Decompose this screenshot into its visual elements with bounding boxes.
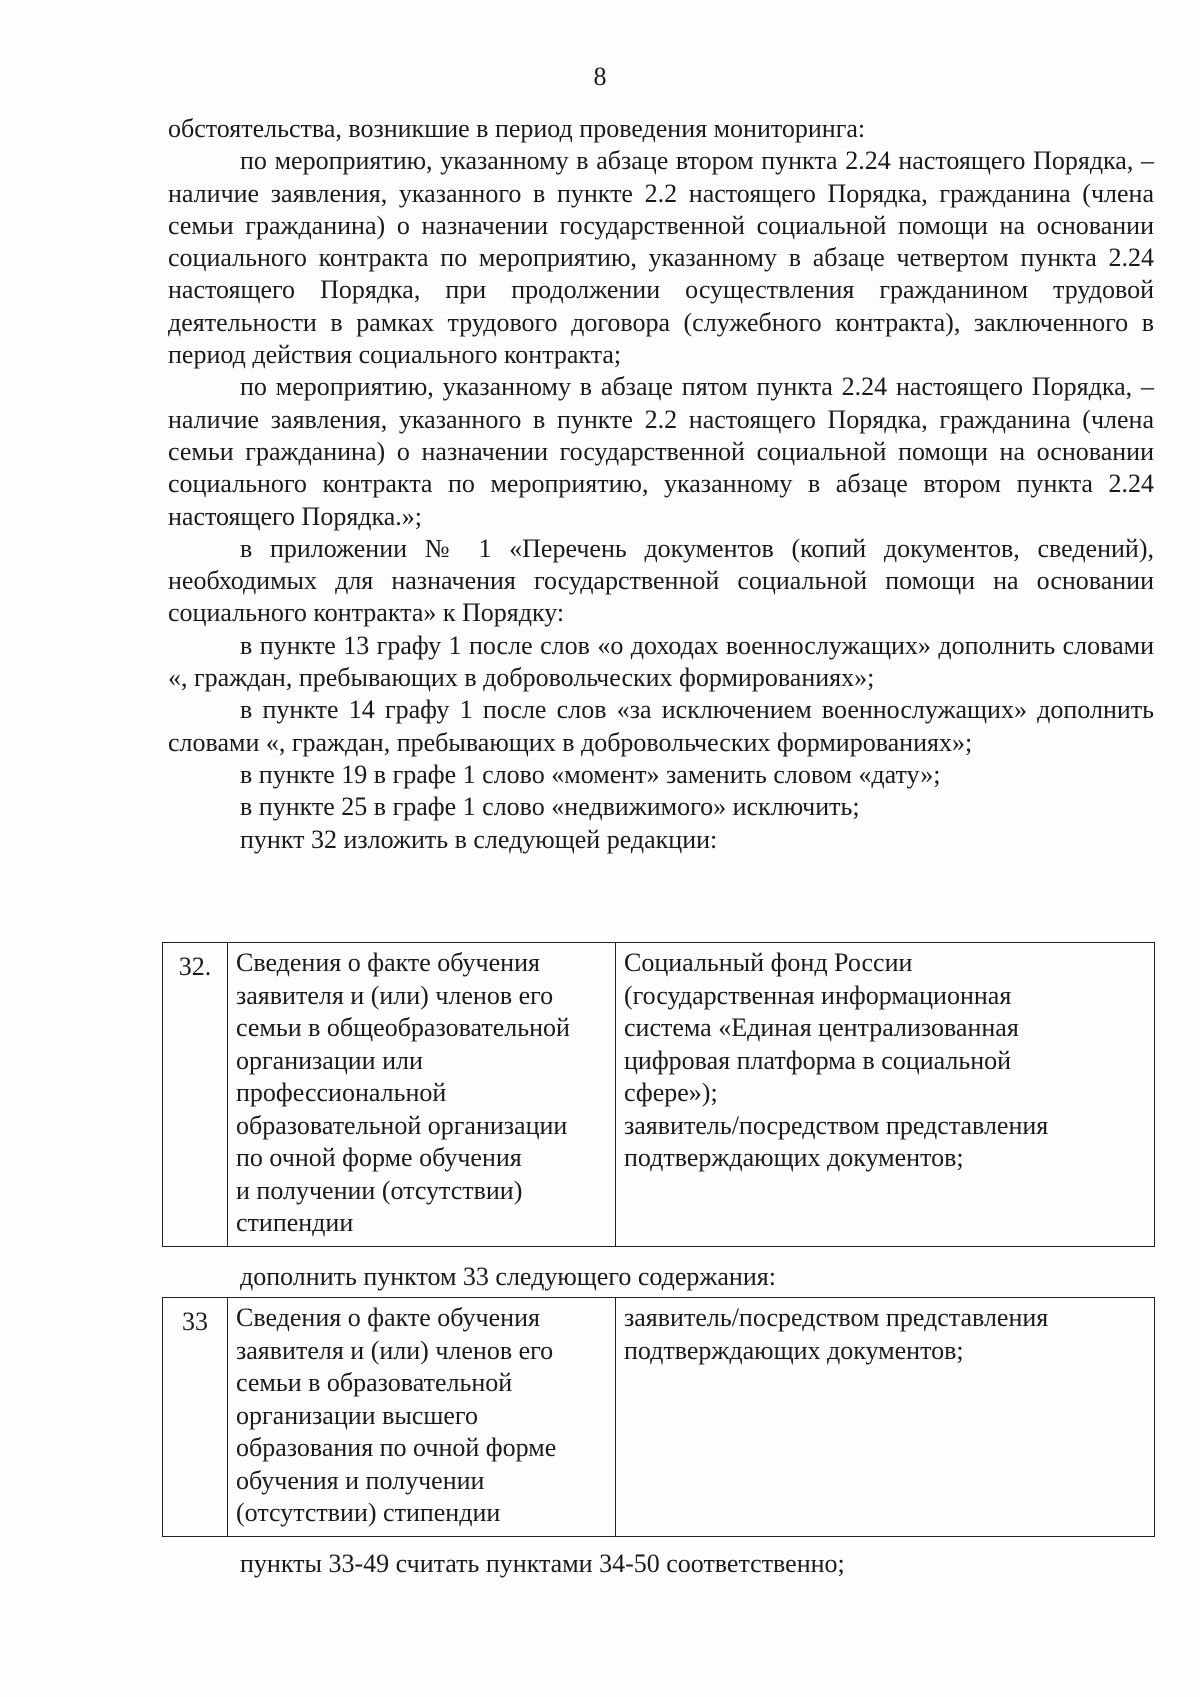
cell-line: система «Единая централизованная bbox=[624, 1013, 1019, 1042]
paragraph-item-14: в пункте 14 графу 1 после слов «за исключением военнослужащих» дополнить словами «, граждан, пребывающих в добровольческих формированиях»; bbox=[168, 695, 1154, 757]
page-number: 8 bbox=[593, 62, 607, 91]
cell-line: и получении (отсутствии) bbox=[236, 1175, 523, 1205]
paragraph-measure-fifth: по мероприятию, указанному в абзаце пятом пункта 2.24 настоящего Порядка, – наличие заявления, указанного в пункте 2.2 настоящего Порядка, гражданина (члена семьи гражданина) о назначении государственной социальной помощи на основании социального контракта по мероприятию, указанному в абзаце втором пункта 2.24 настоящего Порядка.»; bbox=[168, 372, 1154, 531]
cell-line: обучения и получении bbox=[236, 1465, 485, 1495]
cell-line: заявителя и (или) членов его bbox=[236, 980, 554, 1010]
table-cell-description bbox=[228, 943, 616, 1247]
table-cell-source bbox=[616, 1298, 1155, 1537]
paragraph-intro: обстоятельства, возникшие в период проведения мониторинга: bbox=[168, 114, 866, 143]
paragraph-item-13: в пункте 13 графу 1 после слов «о доходах военнослужащих» дополнить словами «, граждан, пребывающих в добровольческих формированиях»; bbox=[168, 630, 1154, 693]
table-item-33 bbox=[162, 1297, 1155, 1537]
cell-line: образования по очной форме bbox=[236, 1433, 557, 1462]
table-row bbox=[163, 1298, 1155, 1537]
cell-line: организации или bbox=[236, 1045, 423, 1075]
cell-line: организации высшего bbox=[236, 1400, 478, 1430]
cell-line: заявитель/посредством представления bbox=[624, 1303, 1049, 1332]
cell-line: подтверждающих документов; bbox=[624, 1143, 964, 1172]
cell-line: (отсутствии) стипендии bbox=[236, 1498, 501, 1527]
paragraph-appendix-1: в приложении № 1 «Перечень документов (копий документов, сведений), необходимых для назначения государственной социальной помощи на основании социального контракта» к Порядку: bbox=[168, 533, 1154, 628]
cell-line: Социальный фонд России bbox=[624, 948, 913, 977]
table-item-32 bbox=[162, 942, 1155, 1247]
paragraph-item-25: в пункте 25 в графе 1 слово «недвижимого» исключить; bbox=[240, 792, 860, 822]
cell-line: семьи в общеобразовательной bbox=[236, 1013, 570, 1042]
cell-line: стипендии bbox=[236, 1208, 354, 1237]
cell-line: Сведения о факте обучения bbox=[236, 1303, 540, 1332]
paragraph-item-32-lead: пункт 32 изложить в следующей редакции: bbox=[240, 824, 718, 854]
paragraph-item-33-lead: дополнить пунктом 33 следующего содержания: bbox=[240, 1262, 776, 1291]
cell-line: (государственная информационная bbox=[624, 980, 1012, 1010]
table-cell-source bbox=[616, 943, 1155, 1247]
table-row bbox=[163, 943, 1155, 1247]
cell-line: цифровая платформа в социальной bbox=[624, 1045, 1012, 1075]
cell-line: сфере»); bbox=[624, 1078, 718, 1107]
paragraph-measure-second: по мероприятию, указанному в абзаце втором пункта 2.24 настоящего Порядка, – наличие заявления, указанного в пункте 2.2 настоящего Порядка, гражданина (члена семьи гражданина) о назначении государственной социальной помощи на основании социального контракта по мероприятию, указанному в абзаце четвертом пункта 2.24 настоящего Порядка, при продолжении осуществления гражданином трудовой деятельности в рамках трудового договора (служебного контракта), заключенного в период действия социального контракта; bbox=[168, 146, 1154, 370]
cell-line: по очной форме обучения bbox=[236, 1143, 522, 1172]
cell-line: образовательной организации bbox=[236, 1110, 568, 1140]
cell-line: семьи в образовательной bbox=[236, 1368, 513, 1397]
table-cell-number: 33 bbox=[163, 1298, 228, 1537]
paragraph-renumber: пункты 33-49 считать пунктами 34-50 соответственно; bbox=[240, 1549, 845, 1578]
body-text-top bbox=[168, 113, 1154, 856]
table-cell-description bbox=[228, 1298, 616, 1537]
cell-line: профессиональной bbox=[236, 1078, 447, 1107]
paragraph-item-19: в пункте 19 в графе 1 слово «момент» заменить словом «дату»; bbox=[240, 759, 941, 789]
cell-line: заявителя и (или) членов его bbox=[236, 1335, 554, 1365]
cell-line: Сведения о факте обучения bbox=[236, 948, 540, 977]
table-cell-number: 32. bbox=[163, 943, 228, 1247]
cell-line: подтверждающих документов; bbox=[624, 1335, 964, 1365]
cell-line: заявитель/посредством представления bbox=[624, 1110, 1049, 1140]
